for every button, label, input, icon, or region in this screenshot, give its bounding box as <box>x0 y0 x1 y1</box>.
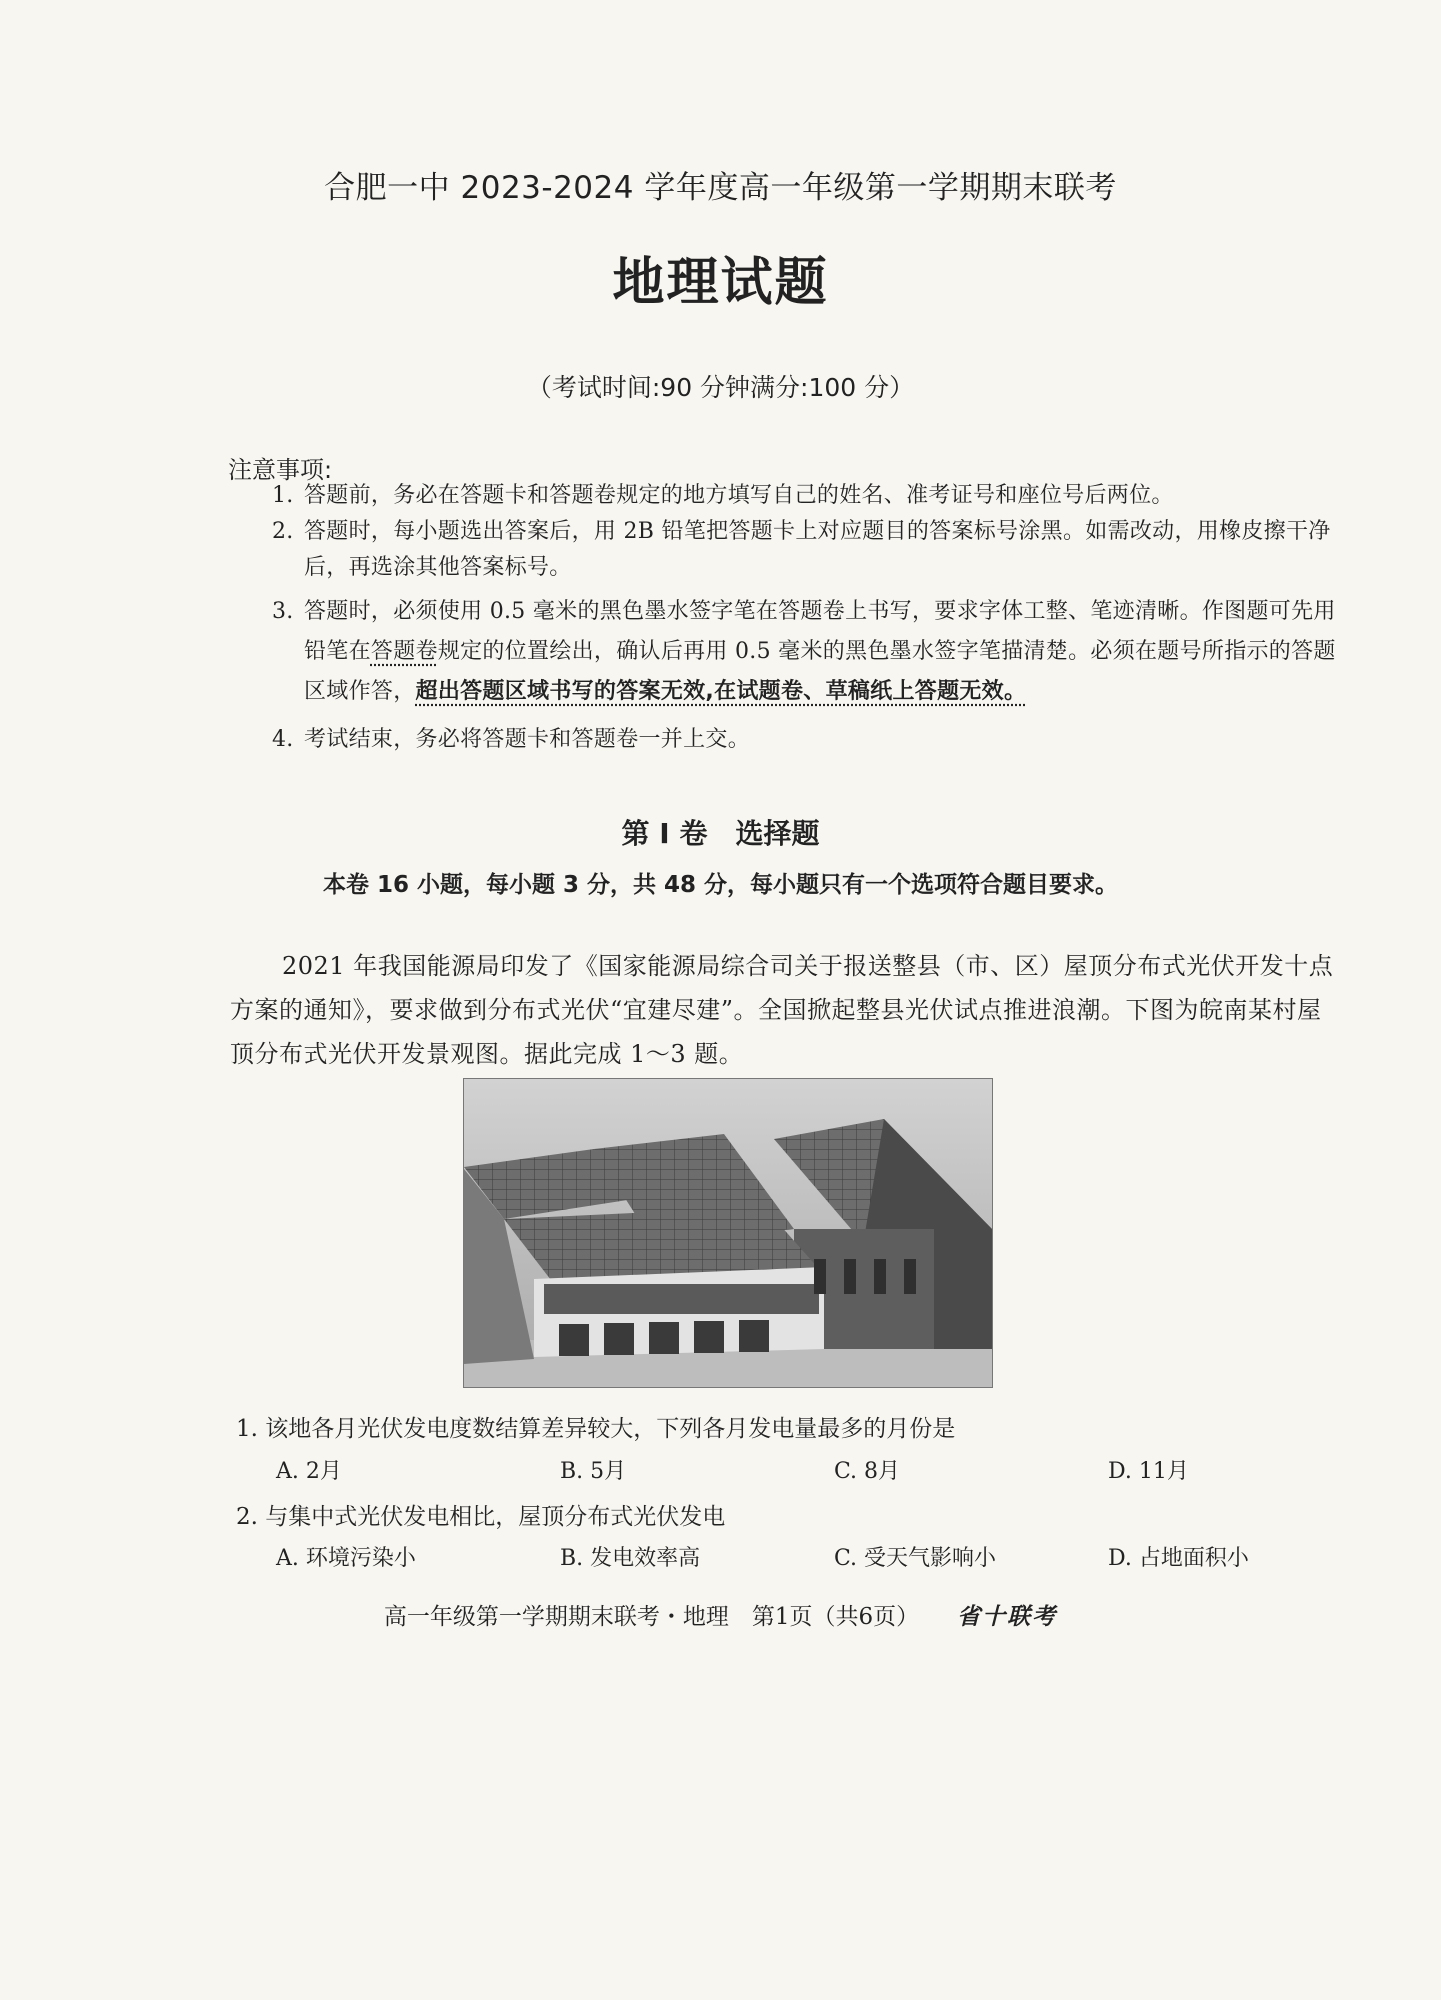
footer-brand: 省十联考 <box>957 1603 1058 1630</box>
notice-text: 答题时，每小题选出答案后，用 2B 铅笔把答题卡上对应题目的答案标号涂黑。如需改动，用橡皮擦干净后，再选涂其他答案标号。 <box>304 519 1331 580</box>
exam-header: 合肥一中 2023-2024 学年度高一年级第一学期期末联考 <box>324 170 1117 206</box>
question-1-stem: 1. 该地各月光伏发电度数结算差异较大，下列各月发电量最多的月份是 <box>236 1416 956 1442</box>
notice-number: 2. <box>272 519 294 544</box>
notice-text-part: 规定的位置绘出，确认后再用 0.5 毫米的黑色墨水签字笔描清楚。必须在题号所指示的答题区域作答， <box>304 639 1336 704</box>
exam-info: （考试时间:90 分钟满分:100 分） <box>526 373 915 402</box>
notice-number: 3. <box>272 599 294 624</box>
notice-item-2 <box>272 514 1336 586</box>
page-footer <box>0 1598 1441 1631</box>
question-2-option-d[interactable]: D. 占地面积小 <box>1108 1546 1249 1571</box>
notice-text: 答题前，务必在答题卡和答题卷规定的地方填写自己的姓名、准考证号和座位号后两位。 <box>304 483 1174 508</box>
question-2-option-b[interactable]: B. 发电效率高 <box>560 1546 701 1571</box>
notice-item-1 <box>272 478 1336 514</box>
question-1-option-a[interactable]: A. 2月 <box>276 1459 342 1484</box>
emphasized-text: 答题卷 <box>370 639 438 664</box>
footer-text: 高一年级第一学期期末联考・地理 第1页（共6页） <box>383 1604 920 1630</box>
question-2-option-a[interactable]: A. 环境污染小 <box>276 1546 416 1571</box>
question-1-option-d[interactable]: D. 11月 <box>1108 1459 1189 1484</box>
question-1-option-b[interactable]: B. 5月 <box>560 1459 627 1484</box>
notice-text-part: 答题时，必须使用 0.5 毫米的黑色墨水签字笔在答题卷上书写，要求字体工整、笔迹清晰。作图题可先用铅笔在 <box>304 599 1336 664</box>
notice-title: 注意事项: <box>228 456 333 484</box>
question-1-option-c[interactable]: C. 8月 <box>834 1459 901 1484</box>
notice-number: 1. <box>272 483 294 508</box>
notice-text <box>276 592 1336 712</box>
notice-number: 4. <box>272 727 294 752</box>
subject-title: 地理试题 <box>612 253 829 313</box>
rooftop-solar-photo <box>463 1078 993 1388</box>
notice-text: 考试结束，务必将答题卡和答题卷一并上交。 <box>304 727 751 752</box>
notice-item-4 <box>272 722 1336 758</box>
section-title: 第 Ⅰ 卷 选择题 <box>621 817 820 850</box>
question-2-option-c[interactable]: C. 受天气影响小 <box>834 1546 997 1571</box>
section-description: 本卷 16 小题，每小题 3 分，共 48 分，每小题只有一个选项符合题目要求。 <box>322 872 1119 898</box>
warning-text: 超出答题区域书写的答案无效,在试题卷、草稿纸上答题无效。 <box>415 679 1027 704</box>
question-2-stem: 2. 与集中式光伏发电相比，屋顶分布式光伏发电 <box>236 1504 726 1530</box>
notice-item-3 <box>272 592 1336 712</box>
question-intro: 2021 年我国能源局印发了《国家能源局综合司关于报送整县（市、区）屋顶分布式光伏开发十点方案的通知》，要求做到分布式光伏“宜建尽建”。全国掀起整县光伏试点推进浪潮。下图为皖南某村屋顶分布式光伏开发景观图。据此完成 1～3 题。 <box>230 952 1334 1068</box>
